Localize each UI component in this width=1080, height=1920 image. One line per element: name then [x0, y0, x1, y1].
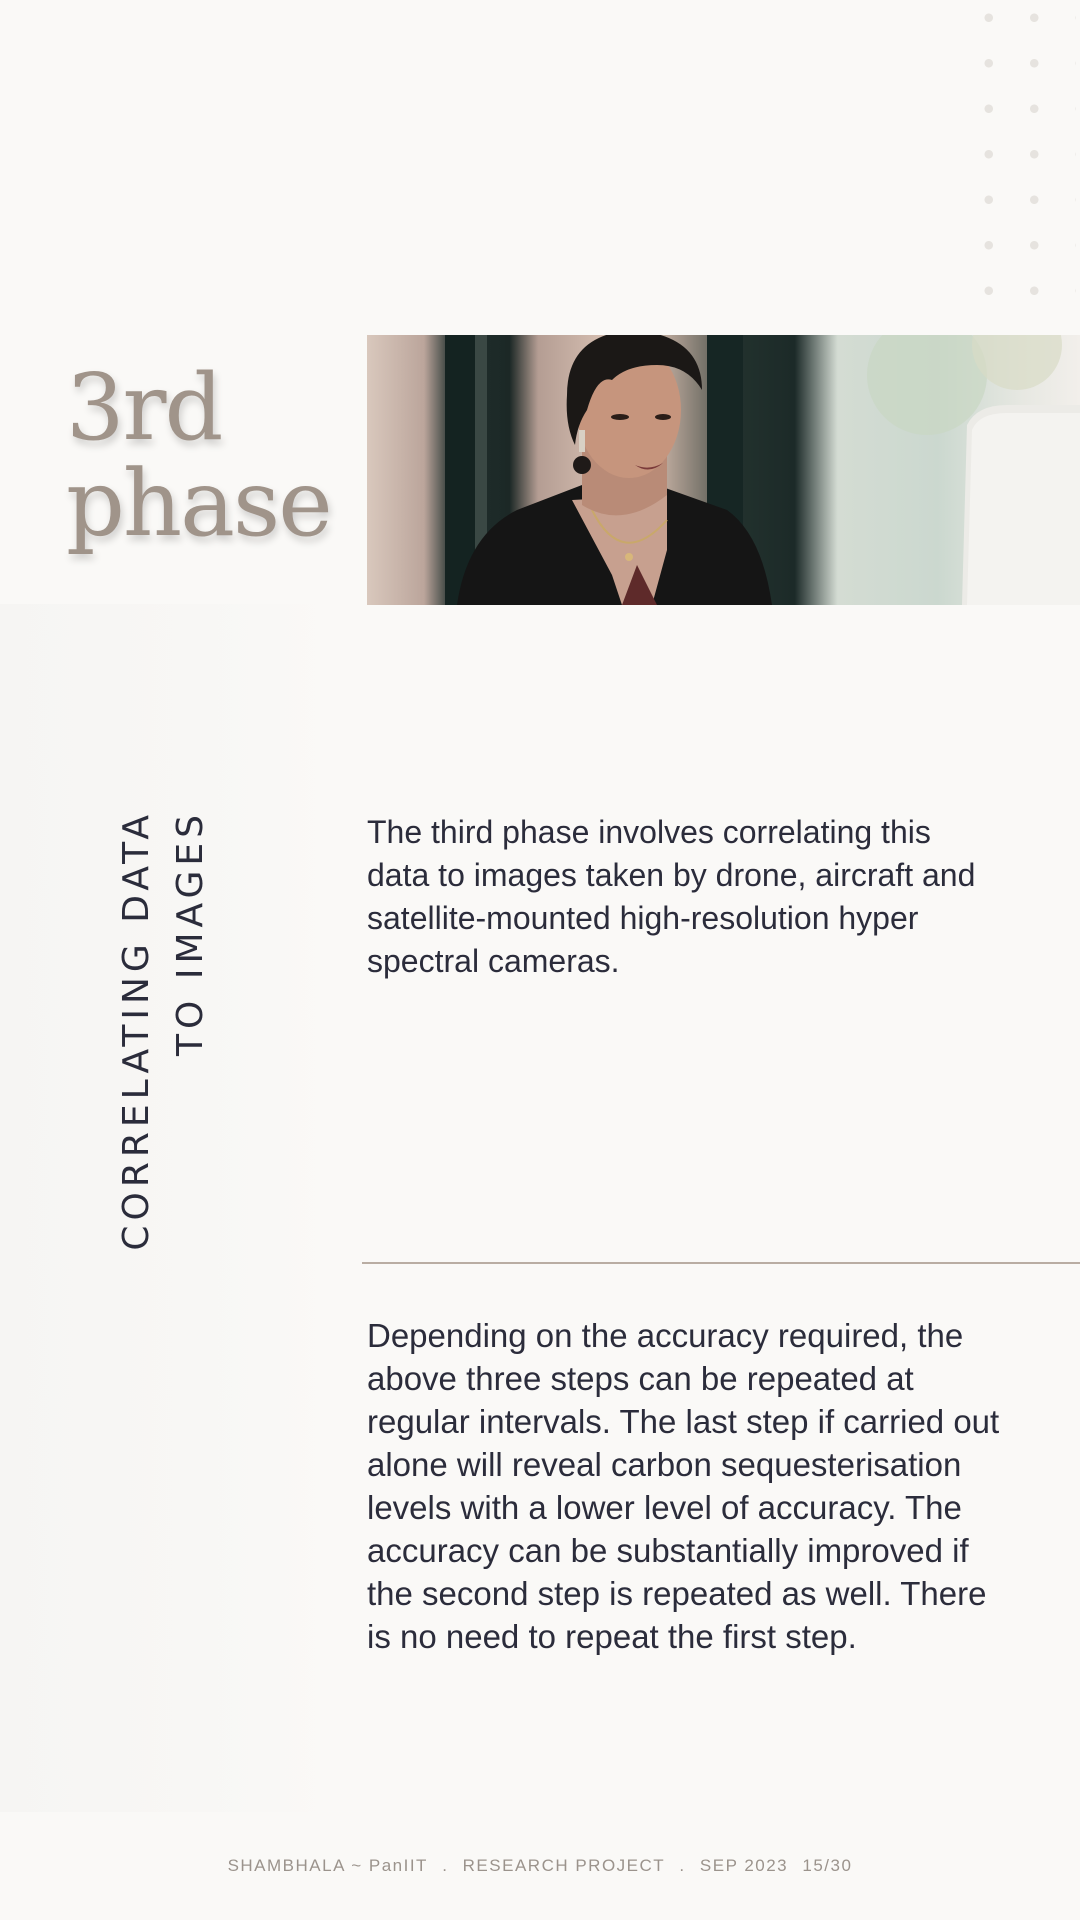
section-heading-line-1: CORRELATING DATA: [116, 810, 157, 1251]
footer-separator: .: [679, 1856, 686, 1875]
phase-title-line-1: 3rd: [66, 354, 222, 461]
phase-title-line-2: phase: [66, 450, 331, 557]
divider-line: [362, 1262, 1080, 1264]
footer-brand: SHAMBHALA ~ PanIIT: [227, 1856, 428, 1875]
decorative-dot-grid: [966, 0, 1076, 325]
footer-page-number: 15/30: [802, 1856, 853, 1875]
phase-title: [66, 354, 331, 557]
footer-separator: .: [442, 1856, 449, 1875]
section-heading: [110, 810, 230, 1270]
paragraph-details: Depending on the accuracy required, the above three steps can be repeated at regular intervals. The last step if carried out alone will reveal carbon sequesterisation levels with a lower level of accuracy. The accuracy can be substantially improved if the second step is repeated as well. There is no need to repeat the first step.: [367, 1317, 1000, 1655]
section-heading-line-2: TO IMAGES: [170, 810, 211, 1056]
person-at-computer-photo: [367, 335, 1080, 605]
paragraph-intro: The third phase involves correlating this data to images taken by drone, aircraft and satellite-mounted high-resolution hyper spectral cameras.: [367, 814, 976, 979]
footer-date: SEP 2023: [699, 1856, 789, 1875]
footer-project: RESEARCH PROJECT: [462, 1856, 666, 1875]
footer: [0, 1856, 1080, 1876]
